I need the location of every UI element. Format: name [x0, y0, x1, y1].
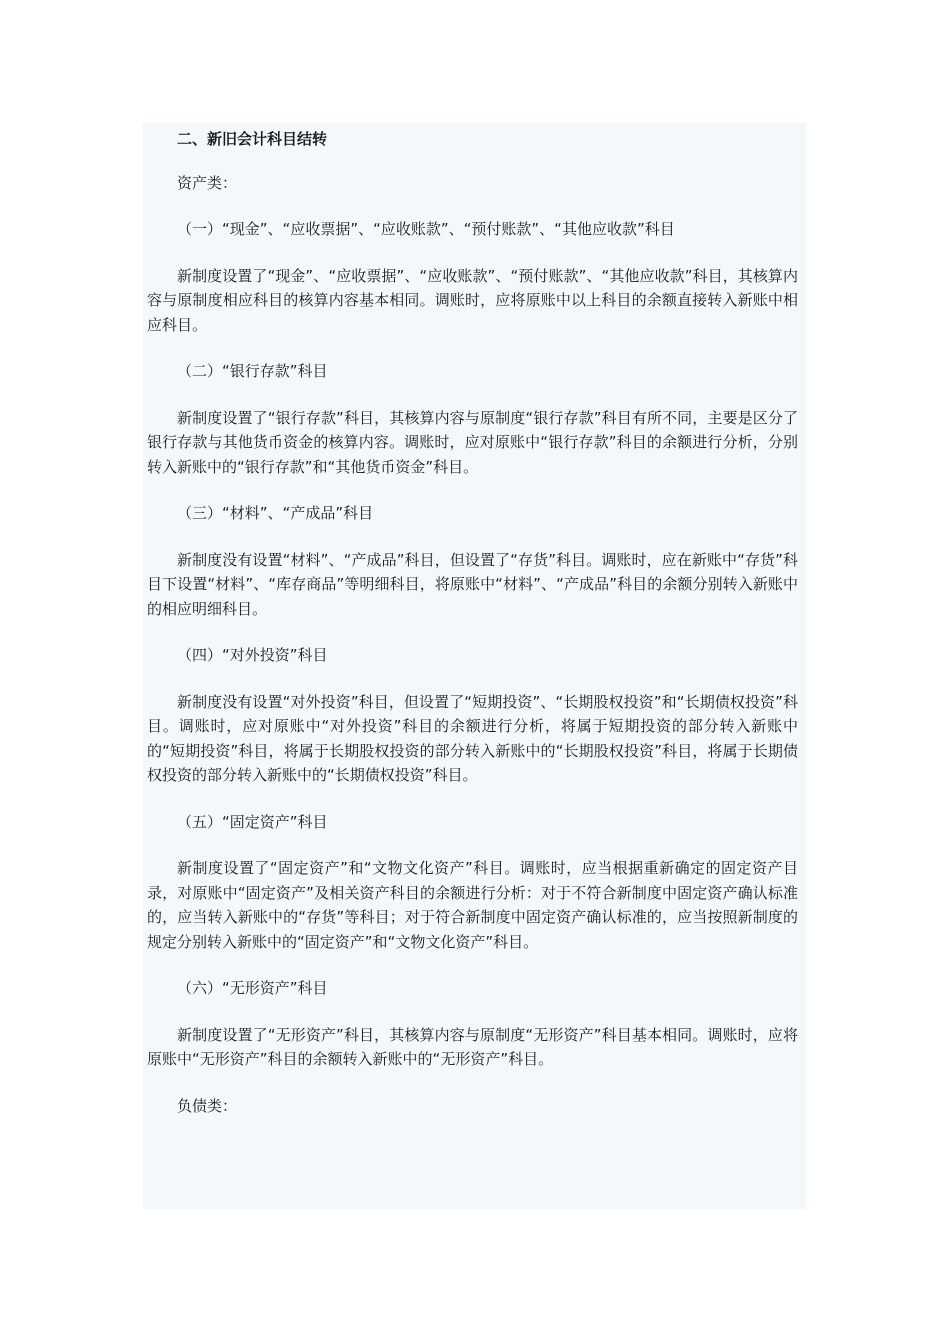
document-panel [143, 123, 806, 1209]
body-paragraph-2: 新制度设置了“银行存款”科目，其核算内容与原制度“银行存款”科目有所不同，主要是区分了银行存款与其他货币资金的核算内容。调账时，应对原账中“银行存款”科目的余额进行分析，分别转入新账中的“银行存款”和“其他货币资金”科目。 [147, 408, 798, 476]
body-paragraph-6: 新制度设置了“无形资产”科目，其核算内容与原制度“无形资产”科目基本相同。调账时，应将原账中“无形资产”科目的余额转入新账中的“无形资产”科目。 [147, 1025, 798, 1068]
section-title: 二、新旧会计科目结转 [177, 130, 328, 148]
body-paragraph-1: 新制度设置了“现金”、“应收票据”、“应收账款”、“预付账款”、“其他应收款”科目，其核算内容与原制度相应科目的核算内容基本相同。调账时，应将原账中以上科目的余额直接转入新账中相应科目。 [147, 266, 798, 334]
category-heading-liabilities: 负债类： [177, 1096, 238, 1115]
subsection-heading-4: （四）“对外投资”科目 [177, 646, 328, 664]
body-paragraph-5: 新制度设置了“固定资产”和“文物文化资产”科目。调账时，应当根据重新确定的固定资产目录，对原账中“固定资产”及相关资产科目的余额进行分析：对于不符合新制度中固定资产确认标准的，应当转入新账中的“存货”等科目；对于符合新制度中固定资产确认标准的，应当按照新制度的规定分别转入新账中的“固定资产”和“文物文化资产”科目。 [147, 859, 798, 951]
subsection-heading-2: （二）“银行存款”科目 [177, 362, 328, 380]
subsection-heading-1: （一）“现金”、“应收票据”、“应收账款”、“预付账款”、“其他应收款”科目 [177, 220, 675, 238]
subsection-heading-6: （六）“无形资产”科目 [177, 979, 328, 997]
body-paragraph-4: 新制度没有设置“对外投资”科目，但设置了“短期投资”、“长期股权投资”和“长期债权投资”科目。调账时，应对原账中“对外投资”科目的余额进行分析，将属于短期投资的部分转入新账中的“短期投资”科目，将属于长期股权投资的部分转入新账中的“长期股权投资”科目，将属于长期债权投资的部分转入新账中的“长期债权投资”科目。 [147, 692, 798, 784]
body-paragraph-3: 新制度没有设置“材料”、“产成品”科目，但设置了“存货”科目。调账时，应在新账中“存货”科目下设置“材料”、“库存商品”等明细科目，将原账中“材料”、“产成品”科目的余额分别转入新账中的相应明细科目。 [147, 550, 798, 618]
category-heading-assets: 资产类： [177, 173, 238, 192]
subsection-heading-3: （三）“材料”、“产成品”科目 [177, 504, 374, 522]
subsection-heading-5: （五）“固定资产”科目 [177, 812, 328, 831]
